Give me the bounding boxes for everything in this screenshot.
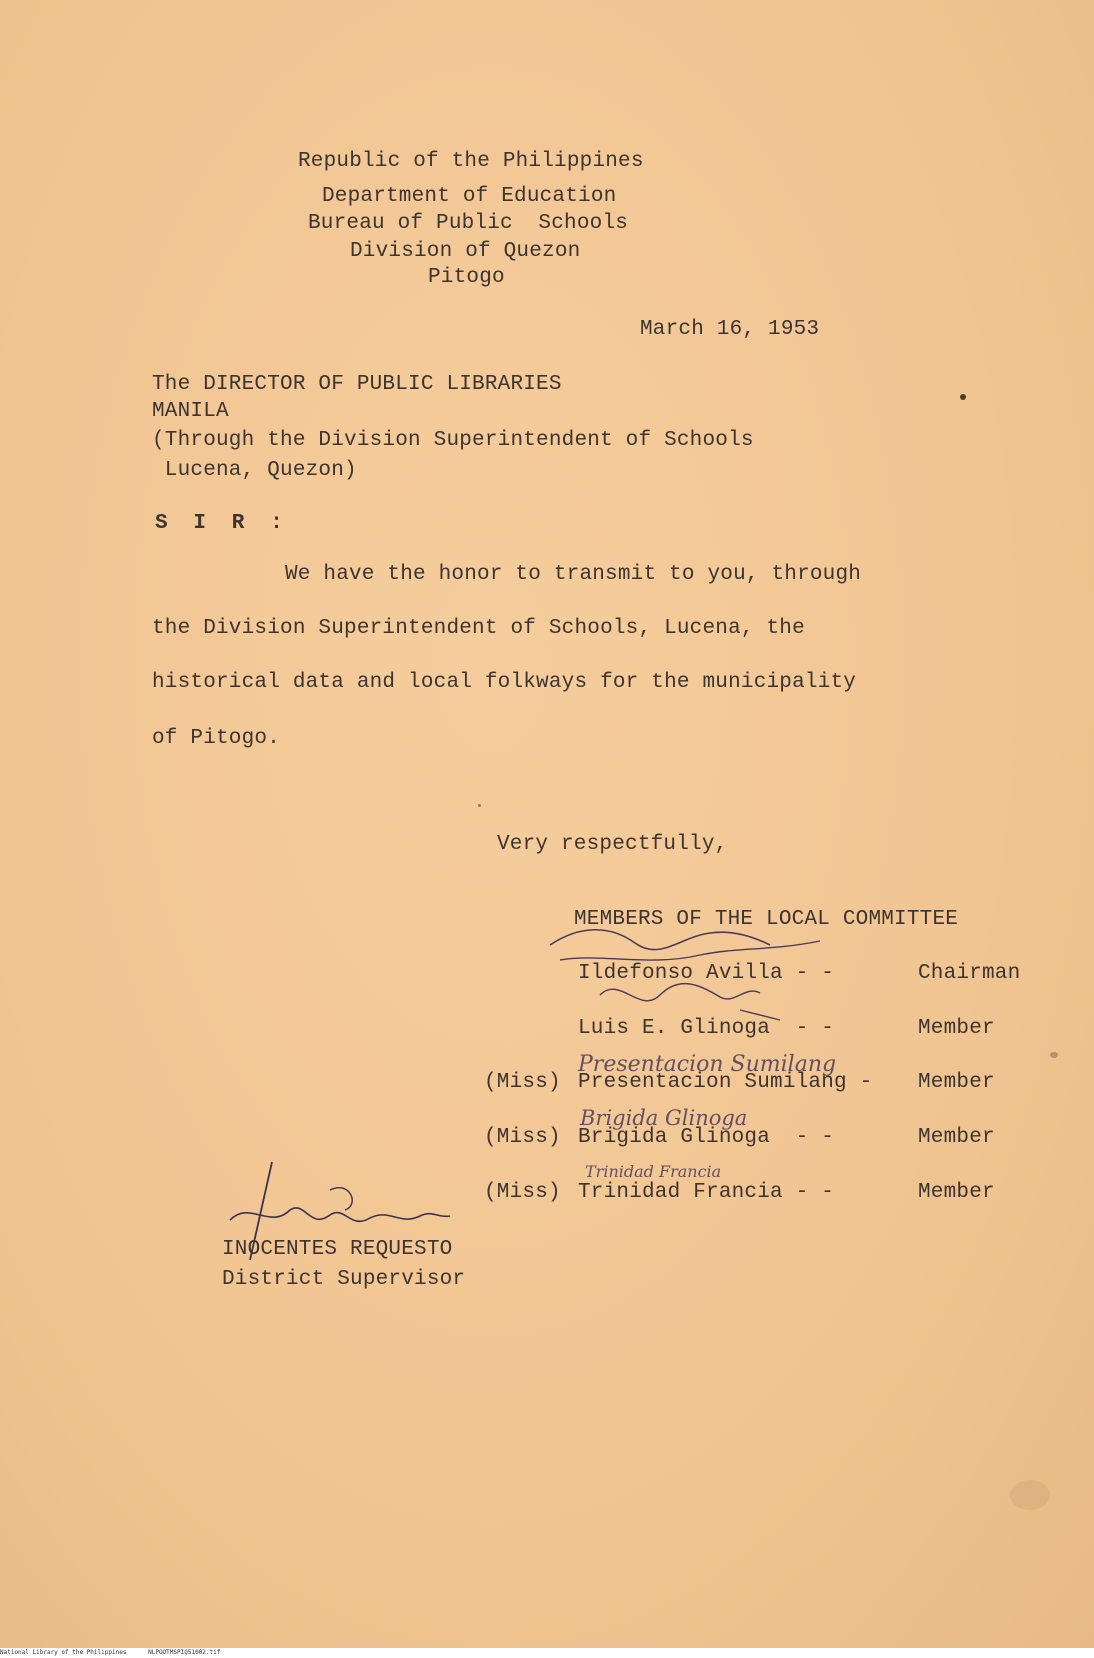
addressee-line-2: MANILA	[152, 400, 229, 423]
signature-trinidad: Trinidad Francia	[585, 1162, 722, 1181]
addressee-line-1: The DIRECTOR OF PUBLIC LIBRARIES	[152, 373, 562, 396]
member-name-3: Presentacion Sumilang -	[578, 1071, 873, 1094]
body-line-3: historical data and local folkways for the municipality	[152, 671, 857, 694]
salutation: S I R :	[155, 512, 284, 535]
paper-stain	[1050, 1052, 1058, 1058]
member-name-1: Ildefonso Avilla - -	[578, 962, 835, 985]
member-role-1: Chairman	[918, 962, 1021, 985]
signature-presentacion: Presentacion Sumilang	[578, 1052, 837, 1077]
signature-brigida: Brigida Glinoga	[580, 1106, 748, 1130]
body-line-4: of Pitogo.	[152, 727, 281, 750]
letterhead-department: Department of Education	[322, 185, 617, 208]
member-name-4: Brigida Glinoga - -	[578, 1126, 835, 1149]
letterhead-division: Division of Quezon	[350, 240, 581, 263]
closing: Very respectfully,	[497, 833, 728, 856]
body-line-1: We have the honor to transmit to you, through	[285, 563, 862, 586]
member-role-2: Member	[918, 1017, 995, 1040]
member-role-3: Member	[918, 1071, 995, 1094]
letterhead-bureau: Bureau of Public Schools	[308, 212, 629, 235]
letterhead-town: Pitogo	[428, 266, 505, 289]
member-name-2: Luis E. Glinoga - -	[578, 1017, 835, 1040]
addressee-line-3: (Through the Division Superintendent of Schools	[152, 429, 754, 452]
ink-speck	[478, 804, 481, 807]
member-prefix-4: (Miss)	[484, 1126, 561, 1149]
member-role-5: Member	[918, 1181, 995, 1204]
member-name-5: Trinidad Francia - -	[578, 1181, 835, 1204]
member-prefix-5: (Miss)	[484, 1181, 561, 1204]
letterhead-republic: Republic of the Philippines	[298, 150, 644, 173]
letter-date: March 16, 1953	[640, 318, 820, 341]
member-role-4: Member	[918, 1126, 995, 1149]
supervisor-name: INOCENTES REQUESTO	[222, 1238, 453, 1261]
committee-heading: MEMBERS OF THE LOCAL COMMITTEE	[574, 908, 959, 931]
paper-stain	[1010, 1480, 1050, 1510]
ink-speck	[960, 394, 966, 400]
member-prefix-3: (Miss)	[484, 1071, 561, 1094]
signature-scribbles-icon	[540, 915, 860, 1035]
body-line-2: the Division Superintendent of Schools, Lucena, the	[152, 617, 805, 640]
supervisor-title: District Supervisor	[222, 1268, 466, 1291]
addressee-line-4: Lucena, Quezon)	[152, 459, 357, 482]
scan-footer-caption: National Library of the Philippines NLPOOTMSPIQ51002.tif	[0, 1649, 221, 1656]
